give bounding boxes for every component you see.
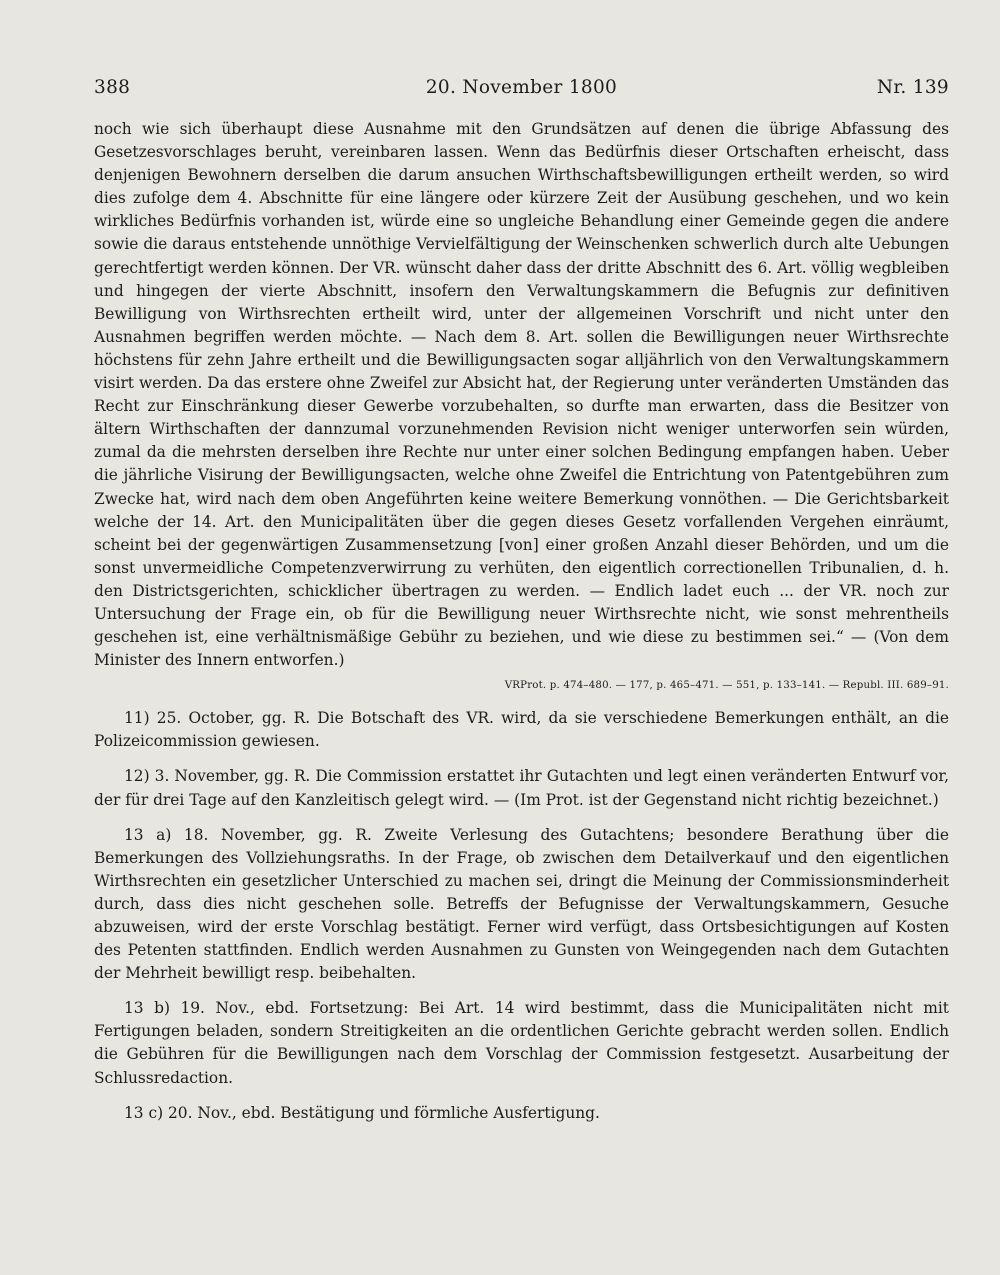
running-header — [94, 77, 949, 103]
main-paragraph: noch wie sich überhaupt diese Ausnahme mit den Grundsätzen auf denen die übrige Abfassung des Gesetzesvorschlages beruht, vereinbaren lassen. Wenn das Bedürfnis dieser Ortschaften erheischt, dass denjenigen Bewohnern derselben die darum ansuchen Wirthschaftsbewilligungen ertheilt werden, so wird dies zufolge dem 4. Abschnitte für eine längere oder kürzere Zeit der Ausübung geschehen, und wo kein wirkliches Bedürfnis vorhanden ist, würde eine so ungleiche Behandlung einer Gemeinde gegen die andere sowie die daraus entstehende unnöthige Vervielfältigung der Weinschenken schwerlich durch alte Uebungen gerechtfertigt werden können. Der VR. wünscht daher dass der dritte Abschnitt des 6. Art. völlig wegbleiben und hingegen der vierte Abschnitt, insofern den Verwaltungskammern die Befugnis zur definitiven Bewilligung von Wirthsrechten ertheilt wird, unter der allgemeinen Vorschrift und nicht unter den Ausnahmen begriffen werden möchte. — Nach dem 8. Art. sollen die Bewilligungen neuer Wirthsrechte höchstens für zehn Jahre ertheilt und die Bewilligungsacten sogar alljährlich von den Verwaltungskammern visirt werden. Da das erstere ohne Zweifel zur Absicht hat, der Regierung unter veränderten Umständen das Recht zur Einschränkung dieser Gewerbe vorzubehalten, so durfte man erwarten, dass die Besitzer von ältern Wirthschaften der dannzumal vorzunehmenden Revision nicht weniger unterworfen sein würden, zumal da die mehrsten derselben ihre Rechte nur unter einer solchen Bedingung empfangen haben. Ueber die jährliche Visirung der Bewilligungsacten, welche ohne Zweifel die Entrichtung von Patentgebühren zum Zwecke hat, wird nach dem oben Angeführten keine weitere Bemerkung vonnöthen. — Die Gerichtsbarkeit welche der 14. Art. den Municipalitäten über die gegen dieses Gesetz vorfallenden Vergehen einräumt, scheint bei der gegenwärtigen Zusammensetzung [von] einer großen Anzahl dieser Behörden, und um die sonst unvermeidliche Competenzverwirrung zu verhüten, den eigentlich correctionellen Tribunalien, d. h. den Districtsgerichten, schicklicher übertragen zu werden. — Endlich ladet euch ... der VR. noch zur Untersuchung der Frage ein, ob für die Bewilligung neuer Wirthsrechte nicht, wie sonst mehrentheils geschehen ist, eine verhältnismäßige Gebühr zu beziehen, und wie diese zu bestimmen sei.“ — (Von dem Minister des Innern entworfen.) — [94, 120, 949, 670]
body-text — [94, 118, 949, 1125]
entry-11: 11) 25. October, gg. R. Die Botschaft des VR. wird, da sie verschiedene Bemerkungen enthält, an die Polizeicommission gewiesen. — [94, 709, 949, 751]
entry-13c: 13 c) 20. Nov., ebd. Bestätigung und förmliche Ausfertigung. — [124, 1103, 600, 1122]
source-reference: VRProt. p. 474–480. — 177, p. 465–471. — 551, p. 133–141. — Republ. III. 689–91. — [504, 680, 949, 692]
entry-12: 12) 3. November, gg. R. Die Commission erstattet ihr Gutachten und legt einen veränderten Entwurf vor, der für drei Tage auf den Kanzleitisch gelegt wird. — (Im Prot. ist der Gegenstand nicht richtig bezeichnet.) — [94, 767, 949, 809]
page-number: 388 — [94, 77, 131, 98]
document-number: Nr. 139 — [876, 77, 949, 98]
entry-13b: 13 b) 19. Nov., ebd. Fortsetzung: Bei Art. 14 wird bestimmt, dass die Municipalitäten nicht mit Fertigungen beladen, sondern Streitigkeiten an die ordentlichen Gerichte gebracht werden sollen. Endlich die Gebühren für die Bewilligungen nach dem Vorschlag der Commission festgesetzt. Ausarbeitung der Schlussredaction. — [94, 999, 949, 1087]
header-date: 20. November 1800 — [425, 77, 618, 98]
entry-13a: 13 a) 18. November, gg. R. Zweite Verlesung des Gutachtens; besondere Berathung über die Bemerkungen des Vollziehungsraths. In der Frage, ob zwischen dem Detailverkauf und den eigentlichen Wirthsrechten ein gesetzlicher Unterschied zu machen sei, dringt die Meinung der Commissionsminderheit durch, dass dies nicht geschehen solle. Betreffs der Befugnisse der Verwaltungskammern, Gesuche abzuweisen, wird der erste Vorschlag bestätigt. Ferner wird verfügt, dass Ortsbesichtigungen auf Kosten des Petenten stattfinden. Endlich werden Ausnahmen zu Gunsten von Weingegenden nach dem Gutachten der Mehrheit bewilligt resp. beibehalten. — [94, 825, 949, 983]
